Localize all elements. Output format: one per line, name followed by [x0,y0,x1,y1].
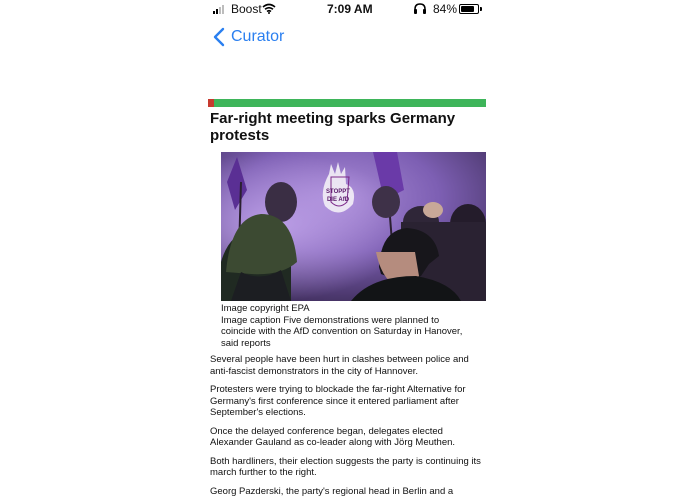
article-paragraph: Protesters were trying to blockade the far-right Alternative for Germany's first conference since it entered parliament after September's elections. [210,384,466,418]
topic-color-accent [208,99,214,107]
topic-color-bar [208,99,486,107]
article-photo [221,152,486,301]
wifi-icon [262,3,276,14]
clock: 7:09 AM [327,2,373,16]
battery-percent: 84% [433,2,458,16]
article-paragraph: Several people have been hurt in clashes between police and anti-fascist demonstrators in the city of Hannover. [210,354,469,377]
battery-fill [461,6,474,12]
battery-icon [459,4,479,14]
image-caption-block [221,303,471,349]
chevron-left-icon [213,27,225,47]
svg-text:DIE AfD: DIE AfD [326,197,350,203]
article-paragraph: Both hardliners, their election suggests the party is continuing its march further to the right. [210,455,481,478]
back-button[interactable] [213,27,284,47]
carrier-label: Boost [231,2,262,16]
article-paragraph: Once the delayed conference began, delegates elected Alexander Gauland as co-leader along with Jörg Meuthen. [210,425,456,448]
image-copyright: Image copyright EPA [221,303,310,314]
svg-text:STOPPT: STOPPT [326,189,350,195]
article-paragraph: Georg Pazderski, the party's regional head in Berlin and a [210,485,454,497]
article-headline: Far-right meeting sparks Germany protests [210,110,456,144]
status-bar [0,0,695,20]
image-caption: Image caption Five demonstrations were planned to coincide with the AfD convention on Saturday in Hanover, said reports [221,314,463,349]
article-body [210,354,485,504]
back-button-label: Curator [231,28,285,45]
signal-icon [213,5,224,14]
headphones-icon [413,3,427,14]
